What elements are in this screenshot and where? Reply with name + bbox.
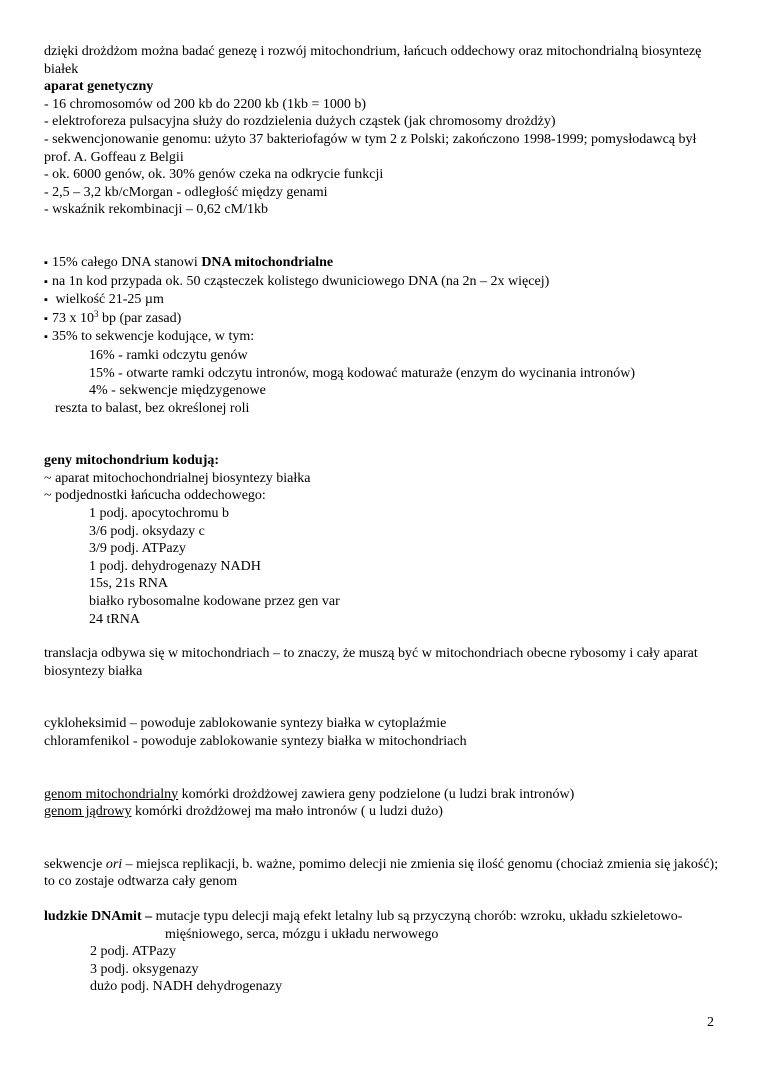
sub-item: 3/9 podj. ATPazy	[89, 541, 186, 557]
list-item: - 2,5 – 3,2 kb/cMorgan - odległość między genami	[44, 184, 328, 200]
sub-item: 1 podj. dehydrogenazy NADH	[89, 558, 261, 574]
section-heading-apparatus: aparat genetyczny	[44, 79, 154, 95]
list-item: ~ podjednostki łańcucha oddechowego:	[44, 488, 266, 504]
sub-item: 15% - otwarte ramki odczytu intronów, mogą kodować maturaże (enzym do wycinania intronów)	[89, 365, 636, 381]
sub-item: 3/6 podj. oksydazy c	[89, 523, 205, 539]
intro-paragraph: dzięki drożdżom można badać genezę i rozwój mitochondrium, łańcuch oddechowy oraz mitochondrialną biosyntezę białek	[44, 44, 702, 77]
rest-line: reszta to balast, bez określonej roli	[55, 400, 250, 416]
drug-line: chloramfenikol - powoduje zablokowanie syntezy białka w mitochondriach	[44, 734, 467, 749]
translation-paragraph: translacja odbywa się w mitochondriach – to znaczy, że muszą być w mitochondriach obecne rybosomy i cały aparat biosyntezy białka	[44, 646, 698, 679]
section-heading-genes: geny mitochondrium kodują:	[44, 453, 220, 469]
sub-item: 3 podj. oksygenazy	[90, 961, 199, 977]
list-item: - wskaźnik rekombinacji – 0,62 cM/1kb	[44, 202, 268, 218]
bullet-icon: ▪	[44, 275, 48, 288]
sub-item: 1 podj. apocytochromu b	[89, 506, 229, 522]
ori-paragraph: sekwencje ori – miejsca replikacji, b. ważne, pomimo delecji nie zmienia się ilość genomu (chociaż zmienia się jakość); to co zostaje odtwarza cały genom	[44, 856, 719, 890]
list-item: - ok. 6000 genów, ok. 30% genów czeka na odkrycie funkcji	[44, 167, 384, 183]
sub-item: 15s, 21s RNA	[89, 576, 168, 592]
genome-mito-line: genom mitochondrialny komórki drożdżowej zawiera geny podzielone (u ludzi brak intronów)	[44, 786, 575, 802]
bullet-item: ▪ 35% to sekwencje kodujące, w tym:	[44, 328, 724, 347]
sub-item: 2 podj. ATPazy	[90, 944, 176, 960]
list-item: - elektroforeza pulsacyjna służy do rozdzielenia dużych cząstek (jak chromosomy drożdży)	[44, 114, 556, 130]
bullet-icon: ▪	[44, 331, 48, 344]
bullet-icon: ▪	[44, 312, 48, 325]
bullet-item: ▪ wielkość 21-25 µm	[44, 291, 724, 310]
drug-line: cykloheksimid – powoduje zablokowanie syntezy białka w cytoplaźmie	[44, 716, 447, 732]
bullet-icon: ▪	[44, 256, 48, 269]
bullet-item: ▪ na 1n kod przypada ok. 50 cząsteczek kolistego dwuniciowego DNA (na 2n – 2x więcej)	[44, 273, 724, 292]
sub-item: 4% - sekwencje międzygenowe	[89, 383, 266, 399]
sub-item: 24 tRNA	[89, 611, 140, 627]
bullet-item: ▪ 15% całego DNA stanowi DNA mitochondrialne	[44, 254, 724, 273]
sub-item: białko rybosomalne kodowane przez gen var	[89, 594, 340, 610]
document-page	[44, 43, 724, 996]
list-item: - sekwencjonowanie genomu: użyto 37 bakteriofagów w tym 2 z Polski; zakończono 1998-1999; pomysłodawcą był prof. A. Goffeau z Belgii	[44, 131, 697, 165]
bullet-icon: ▪	[44, 294, 48, 307]
human-dna-paragraph: ludzkie DNAmit – mutacje typu delecji mają efekt letalny lub są przyczyną chorób: wzroku, układu szkieletowo-mięśniowego, serca, mózgu i układu nerwowego	[44, 908, 683, 942]
sub-item: 16% - ramki odczytu genów	[89, 347, 248, 363]
list-item: ~ aparat mitochochondrialnej biosyntezy białka	[44, 470, 311, 486]
sub-item: dużo podj. NADH dehydrogenazy	[90, 979, 283, 995]
genome-nuclear-line: genom jądrowy komórki drożdżowej ma mało intronów ( u ludzi dużo)	[44, 804, 443, 820]
list-item: - 16 chromosomów od 200 kb do 2200 kb (1kb = 1000 b)	[44, 96, 367, 112]
page-number: 2	[707, 1015, 714, 1030]
bullet-item: ▪ 73 x $10^3$ bp (par zasad)	[44, 310, 724, 329]
